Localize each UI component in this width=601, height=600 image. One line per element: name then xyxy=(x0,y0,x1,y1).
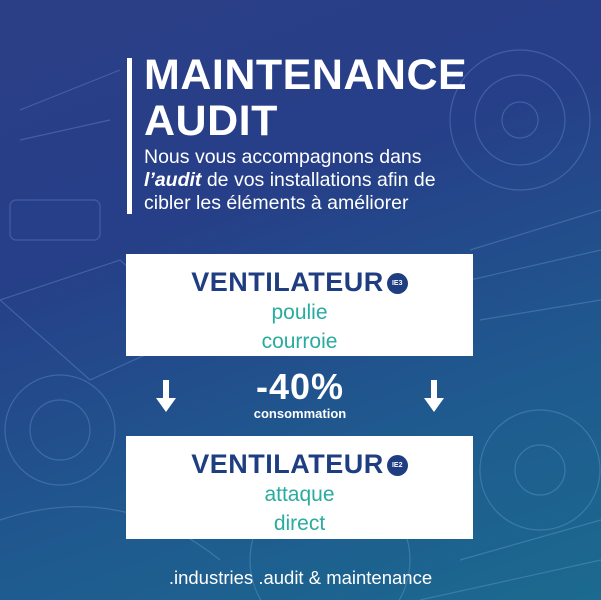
card-line-1: poulie xyxy=(271,301,328,324)
title-line-1: MAINTENANCE xyxy=(144,51,468,99)
arrow-down-icon xyxy=(423,378,445,414)
card-ie3 xyxy=(126,254,473,356)
efficiency-badge: IE3 xyxy=(387,273,408,294)
arrow-down-icon xyxy=(155,378,177,414)
card-title-text: VENTILATEUR xyxy=(191,267,384,297)
card-line-2: direct xyxy=(273,512,326,535)
card-line-2: courroie xyxy=(261,330,338,353)
title-line-2: AUDIT xyxy=(144,97,278,145)
subtitle-bold: l’audit xyxy=(144,169,202,191)
card-title xyxy=(126,266,473,298)
savings-value: -40% xyxy=(255,366,345,407)
subtitle-part-1: Nous vous accompagnons dans xyxy=(144,146,422,168)
card-title-text: VENTILATEUR xyxy=(191,449,384,479)
card-ie2 xyxy=(126,436,473,539)
footer-tagline: .industries .audit & maintenance xyxy=(168,567,433,588)
title-accent-bar xyxy=(127,58,132,214)
efficiency-badge: IE2 xyxy=(387,455,408,476)
page-title xyxy=(144,52,504,144)
card-title xyxy=(126,448,473,480)
card-line-1: attaque xyxy=(264,483,335,506)
subtitle-part-2: de vos installations afin de cibler les éléments à améliorer xyxy=(144,169,436,214)
savings-label: consommation xyxy=(253,406,347,421)
subtitle xyxy=(144,146,484,215)
savings-stat xyxy=(230,368,370,422)
